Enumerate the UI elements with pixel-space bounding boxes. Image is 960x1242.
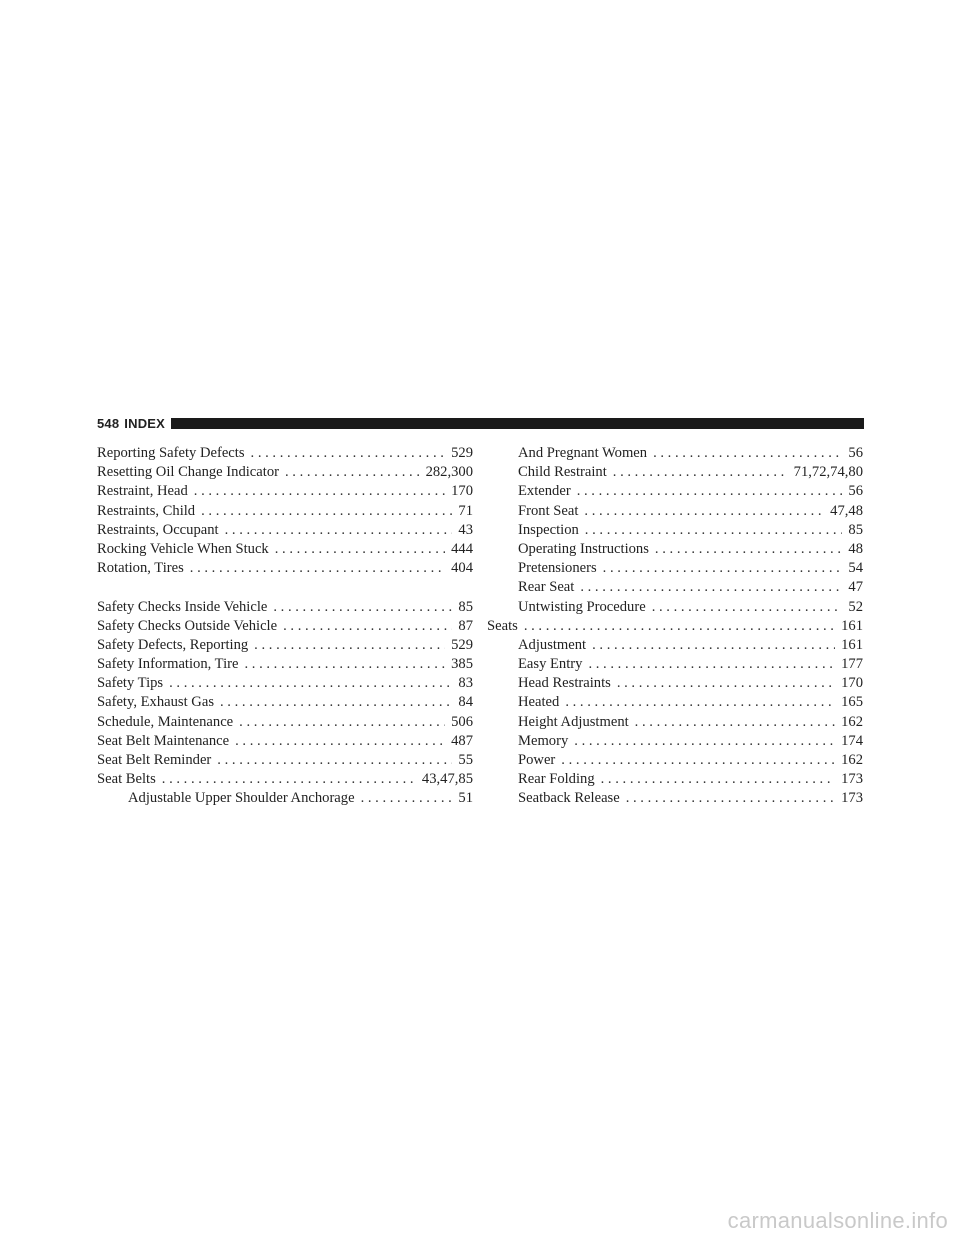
dot-leader [626,789,835,808]
entry-pages: 170 [451,483,473,500]
dot-leader [361,789,453,808]
entry-pages: 162 [841,713,863,730]
header-rule [171,418,864,429]
entry-term: Memory [518,732,569,749]
dot-leader [652,598,843,617]
dot-leader [225,521,453,540]
dot-leader [577,482,843,501]
entry-term: Easy Entry [518,656,583,673]
entry-term: Safety Checks Inside Vehicle [97,598,268,615]
index-entry [97,713,473,732]
page-header [97,414,864,432]
entry-pages: 529 [451,445,473,461]
dot-leader [580,578,842,597]
index-subentry [487,693,863,712]
entry-pages: 170 [841,675,863,692]
index-entry [97,540,473,559]
dot-leader [220,693,452,712]
entry-term: Rocking Vehicle When Stuck [97,540,269,557]
dot-leader [524,617,835,636]
entry-term: Rear Folding [518,771,595,788]
entry-pages: 56 [848,483,863,500]
entry-pages: 529 [451,636,473,653]
entry-pages: 56 [848,445,863,461]
entry-pages: 87 [458,617,473,634]
entry-pages: 174 [841,732,863,749]
entry-term: Pretensioners [518,560,597,577]
dot-leader [217,751,452,770]
dot-leader [561,751,835,770]
dot-leader [617,674,835,693]
index-entry [97,559,473,578]
index-subentry [487,559,863,578]
entry-term: Restraints, Child [97,502,196,519]
dot-leader [574,732,835,751]
index-subentry [487,751,863,770]
entry-pages: 51 [458,790,473,807]
dot-leader [254,636,445,655]
dot-leader [169,674,452,693]
entry-term: Height Adjustment [518,713,629,730]
entry-term: Reporting Safety Defects [97,445,245,461]
index-entry [97,693,473,712]
index-subentry [487,674,863,693]
entry-term: Heated [518,694,560,711]
entry-term: Inspection [518,521,579,538]
entry-term: Safety, Exhaust Gas [97,694,214,711]
index-subentry [487,598,863,617]
entry-term: Seat Belts [97,771,156,788]
entry-term: Child Restraint [518,464,607,481]
entry-term: Seat Belt Reminder [97,752,212,768]
index-subentry [97,789,473,808]
entry-pages: 55 [458,752,473,768]
entry-pages: 71 [458,502,473,519]
dot-leader [592,636,835,655]
index-subentry [487,540,863,559]
dot-leader [273,598,452,617]
section-gap [97,578,473,597]
entry-term: Seatback Release [518,790,620,807]
entry-term: Adjustable Upper Shoulder Anchorage [128,790,355,807]
index-subentry [487,636,863,655]
dot-leader [565,693,835,712]
entry-term: Safety Defects, Reporting [97,636,249,653]
entry-term: And Pregnant Women [518,445,648,461]
dot-leader [275,540,445,559]
entry-term: Resetting Oil Change Indicator [97,464,279,481]
index-entry [97,655,473,674]
entry-pages: 71,72,74,80 [793,464,863,481]
entry-term: Safety Tips [97,675,164,692]
index-subentry [487,655,863,674]
entry-term: Restraint, Head [97,483,188,500]
entry-pages: 43 [458,521,473,538]
entry-term: Safety Checks Outside Vehicle [97,617,278,634]
entry-pages: 85 [458,598,473,615]
dot-leader [603,559,843,578]
entry-pages: 162 [841,752,863,768]
entry-term: Rotation, Tires [97,560,184,577]
dot-leader [588,655,835,674]
dot-leader [653,444,842,463]
entry-pages: 444 [451,540,473,557]
entry-term: Rear Seat [518,579,575,596]
dot-leader [285,463,420,482]
section-title: INDEX [124,415,166,431]
index-entry [97,751,473,770]
index-entry [487,617,863,636]
index-subentry [487,713,863,732]
dot-leader [201,502,452,521]
entry-pages: 487 [451,732,473,749]
dot-leader [244,655,445,674]
entry-pages: 177 [841,656,863,673]
entry-term: Seat Belt Maintenance [97,732,230,749]
entry-term: Front Seat [518,502,579,519]
index-subentry [487,463,863,482]
index-entry [97,598,473,617]
index-entry [97,502,473,521]
entry-pages: 83 [458,675,473,692]
entry-pages: 173 [841,771,863,788]
index-subentry [487,732,863,751]
dot-leader [162,770,416,789]
dot-leader [635,713,835,732]
index-entry [97,444,473,463]
dot-leader [601,770,835,789]
entry-pages: 52 [848,598,863,615]
entry-pages: 173 [841,790,863,807]
index-entry [97,521,473,540]
dot-leader [283,617,452,636]
index-entry [97,636,473,655]
entry-term: Seats [487,617,518,634]
entry-pages: 43,47,85 [421,771,473,788]
entry-pages: 47,48 [830,502,863,519]
entry-pages: 506 [451,713,473,730]
entry-term: Restraints, Occupant [97,521,219,538]
dot-leader [251,444,446,463]
dot-leader [194,482,445,501]
index-entry [97,732,473,751]
index-column-right [487,444,863,809]
index-subentry [487,578,863,597]
watermark: carmanualsonline.info [727,1208,948,1233]
entry-term: Extender [518,483,571,500]
entry-pages: 161 [841,636,863,653]
index-subentry [487,770,863,789]
dot-leader [613,463,788,482]
entry-pages: 385 [451,656,473,673]
index-entry [97,770,473,789]
dot-leader [585,521,843,540]
dot-leader [655,540,842,559]
entry-pages: 85 [848,521,863,538]
page-number: 548 [97,415,120,431]
entry-term: Schedule, Maintenance [97,713,234,730]
dot-leader [190,559,445,578]
entry-pages: 84 [458,694,473,711]
dot-leader [584,502,824,521]
entry-pages: 165 [841,694,863,711]
entry-term: Head Restraints [518,675,611,692]
index-subentry [487,521,863,540]
entry-pages: 54 [848,560,863,577]
index-entry [97,674,473,693]
index-subentry [487,444,863,463]
entry-pages: 282,300 [425,464,473,481]
entry-pages: 404 [451,560,473,577]
dot-leader [235,732,445,751]
index-subentry [487,789,863,808]
index-subentry [487,502,863,521]
entry-term: Adjustment [518,636,587,653]
dot-leader [239,713,445,732]
index-entry [97,617,473,636]
entry-pages: 47 [848,579,863,596]
index-entry [97,482,473,501]
entry-pages: 48 [848,540,863,557]
index-column-left [97,444,473,809]
index-subentry [487,482,863,501]
entry-term: Power [518,752,556,768]
entry-term: Untwisting Procedure [518,598,646,615]
entry-pages: 161 [841,617,863,634]
entry-term: Operating Instructions [518,540,649,557]
index-entry [97,463,473,482]
entry-term: Safety Information, Tire [97,656,239,673]
